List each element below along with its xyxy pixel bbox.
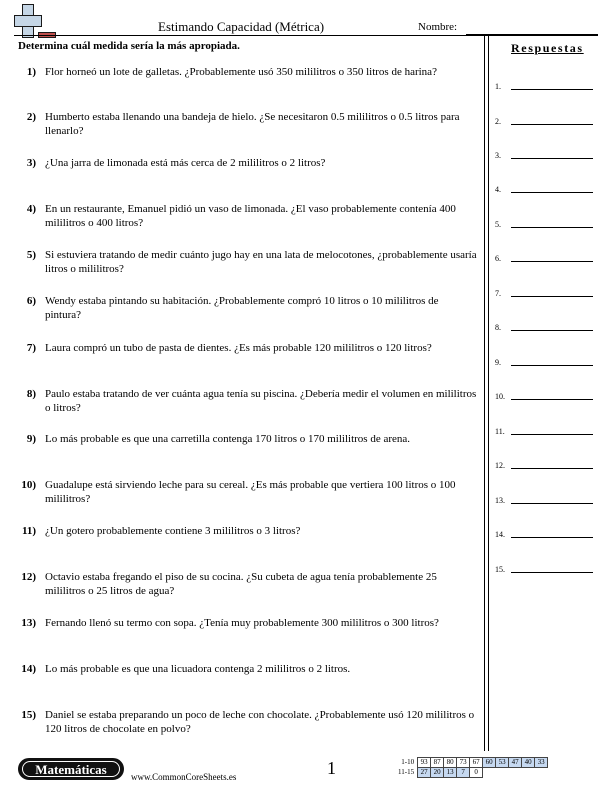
question-text: Lo más probable es que una licuadora contenga 2 mililitros o 2 litros. bbox=[45, 663, 351, 675]
answer-column-divider bbox=[484, 36, 489, 751]
score-table bbox=[396, 757, 548, 778]
answer-row bbox=[495, 525, 595, 539]
score-row bbox=[396, 768, 548, 778]
answer-row bbox=[495, 318, 595, 332]
answer-line[interactable] bbox=[511, 192, 593, 193]
question-text: Laura compró un tubo de pasta de dientes. ¿Es más probable 120 mililitros o 120 litros? bbox=[45, 342, 432, 354]
score-cell: 7 bbox=[457, 768, 470, 778]
question-number: 1) bbox=[26, 66, 36, 78]
answer-row bbox=[495, 215, 595, 229]
score-cell: 80 bbox=[444, 758, 457, 768]
question-number: 13) bbox=[21, 617, 36, 629]
answer-row bbox=[495, 284, 595, 298]
answer-line[interactable] bbox=[511, 261, 593, 262]
question-text: Si estuviera tratando de medir cuánto jugo hay en una lata de melocotones, ¿probablemente usaría litros o mililitros? bbox=[45, 249, 477, 275]
answer-number: 13. bbox=[495, 496, 505, 505]
question-number: 7) bbox=[26, 342, 36, 354]
question-number: 15) bbox=[21, 709, 36, 721]
worksheet-title: Estimando Capacidad (Métrica) bbox=[158, 19, 325, 34]
question-text: Humberto estaba llenando una bandeja de hielo. ¿Se necesitaron 0.5 mililitros o 0.5 litros para llenarlo? bbox=[45, 111, 460, 137]
question-text: Guadalupe está sirviendo leche para su cereal. ¿Es más probable que vertiera 100 litros o 100 mililitros? bbox=[45, 479, 456, 505]
score-cell: 13 bbox=[444, 768, 457, 778]
brand-badge bbox=[18, 758, 124, 780]
answer-row bbox=[495, 560, 595, 574]
answer-line[interactable] bbox=[511, 434, 593, 435]
answer-line[interactable] bbox=[511, 89, 593, 90]
name-label: Nombre: bbox=[418, 21, 458, 33]
score-cell: 53 bbox=[496, 758, 509, 768]
question-number: 12) bbox=[21, 571, 36, 583]
score-cell: 67 bbox=[470, 758, 483, 768]
answer-number: 1. bbox=[495, 82, 501, 91]
answer-row bbox=[495, 353, 595, 367]
answer-number: 15. bbox=[495, 565, 505, 574]
score-cell: 20 bbox=[431, 768, 444, 778]
question-text: En un restaurante, Emanuel pidió un vaso de limonada. ¿El vaso probablemente contenía 400 mililitros o 400 litros? bbox=[45, 203, 456, 229]
answer-number: 14. bbox=[495, 530, 505, 539]
answer-line[interactable] bbox=[511, 365, 593, 366]
brand-label: Matemáticas bbox=[35, 762, 107, 777]
plus-minus-logo-icon bbox=[14, 4, 56, 38]
answer-line[interactable] bbox=[511, 399, 593, 400]
question-text: Wendy estaba pintando su habitación. ¿Probablemente compró 10 litros o 10 mililitros de pintura? bbox=[45, 295, 439, 321]
score-cell: 73 bbox=[457, 758, 470, 768]
answer-line[interactable] bbox=[511, 124, 593, 125]
question-text: ¿Una jarra de limonada está más cerca de 2 mililitros o 2 litros? bbox=[45, 157, 326, 169]
instructions: Determina cuál medida sería la más apropiada. bbox=[18, 40, 240, 52]
score-row bbox=[396, 758, 548, 768]
question-number: 2) bbox=[26, 111, 36, 123]
question-number: 4) bbox=[26, 203, 36, 215]
answer-row bbox=[495, 422, 595, 436]
score-cell: 0 bbox=[470, 768, 483, 778]
score-cell: 93 bbox=[418, 758, 431, 768]
answer-line[interactable] bbox=[511, 158, 593, 159]
question-text: Octavio estaba fregando el piso de su cocina. ¿Su cubeta de agua tenía probablemente 25 mililitros o 25 litros de agua? bbox=[45, 571, 437, 597]
answer-row bbox=[495, 249, 595, 263]
score-row-label: 1-10 bbox=[401, 758, 415, 766]
question-number: 8) bbox=[26, 388, 36, 400]
answer-row bbox=[495, 112, 595, 126]
question-number: 11) bbox=[21, 525, 36, 537]
score-cell: 40 bbox=[522, 758, 535, 768]
answer-line[interactable] bbox=[511, 296, 593, 297]
question-number: 10) bbox=[21, 479, 36, 491]
score-cell: 60 bbox=[483, 758, 496, 768]
site-link[interactable]: www.CommonCoreSheets.es bbox=[131, 772, 237, 782]
question-number: 6) bbox=[26, 295, 36, 307]
answer-number: 8. bbox=[495, 323, 501, 332]
page-number: 1 bbox=[327, 758, 336, 778]
question-text: Paulo estaba tratando de ver cuánta agua tenía su piscina. ¿Debería medir el volumen en mililitros o litros? bbox=[45, 388, 477, 414]
answer-row bbox=[495, 146, 595, 160]
question-text: Fernando llenó su termo con sopa. ¿Tenía muy probablemente 300 mililitros o 300 litros? bbox=[45, 617, 439, 629]
answer-number: 5. bbox=[495, 220, 501, 229]
score-cell: 47 bbox=[509, 758, 522, 768]
answer-row bbox=[495, 491, 595, 505]
answer-row bbox=[495, 387, 595, 401]
header-divider bbox=[14, 35, 598, 36]
question-number: 5) bbox=[26, 249, 36, 261]
answer-number: 12. bbox=[495, 461, 505, 470]
answer-line[interactable] bbox=[511, 468, 593, 469]
answer-row bbox=[495, 180, 595, 194]
answer-number: 3. bbox=[495, 151, 501, 160]
answer-number: 10. bbox=[495, 392, 505, 401]
footer bbox=[14, 752, 598, 786]
question-text: Flor horneó un lote de galletas. ¿Probablemente usó 350 mililitros o 350 litros de harina? bbox=[45, 66, 437, 78]
answer-line[interactable] bbox=[511, 572, 593, 573]
answer-number: 6. bbox=[495, 254, 501, 263]
answer-number: 11. bbox=[495, 427, 505, 436]
score-cell: 27 bbox=[418, 768, 431, 778]
question-number: 3) bbox=[26, 157, 36, 169]
answer-number: 9. bbox=[495, 358, 501, 367]
question-text: Daniel se estaba preparando un poco de leche con chocolate. ¿Probablemente usó 120 mililitros o 120 litros de chocolate en polvo? bbox=[45, 709, 475, 735]
score-row-label: 11-15 bbox=[398, 768, 415, 776]
question-number: 9) bbox=[26, 433, 36, 445]
answer-row bbox=[495, 456, 595, 470]
answer-line[interactable] bbox=[511, 503, 593, 504]
answers-title: Respuestas bbox=[511, 41, 584, 55]
answer-number: 2. bbox=[495, 117, 501, 126]
question-text: Lo más probable es que una carretilla contenga 170 litros o 170 mililitros de arena. bbox=[45, 433, 411, 445]
answer-line[interactable] bbox=[511, 227, 593, 228]
score-cell: 87 bbox=[431, 758, 444, 768]
question-number: 14) bbox=[21, 663, 36, 675]
answer-line[interactable] bbox=[511, 537, 593, 538]
answer-row bbox=[495, 77, 595, 91]
score-cell: 33 bbox=[535, 758, 548, 768]
question-text: ¿Un gotero probablemente contiene 3 mililitros o 3 litros? bbox=[45, 525, 301, 537]
answer-line[interactable] bbox=[511, 330, 593, 331]
answer-number: 4. bbox=[495, 185, 501, 194]
answer-number: 7. bbox=[495, 289, 501, 298]
